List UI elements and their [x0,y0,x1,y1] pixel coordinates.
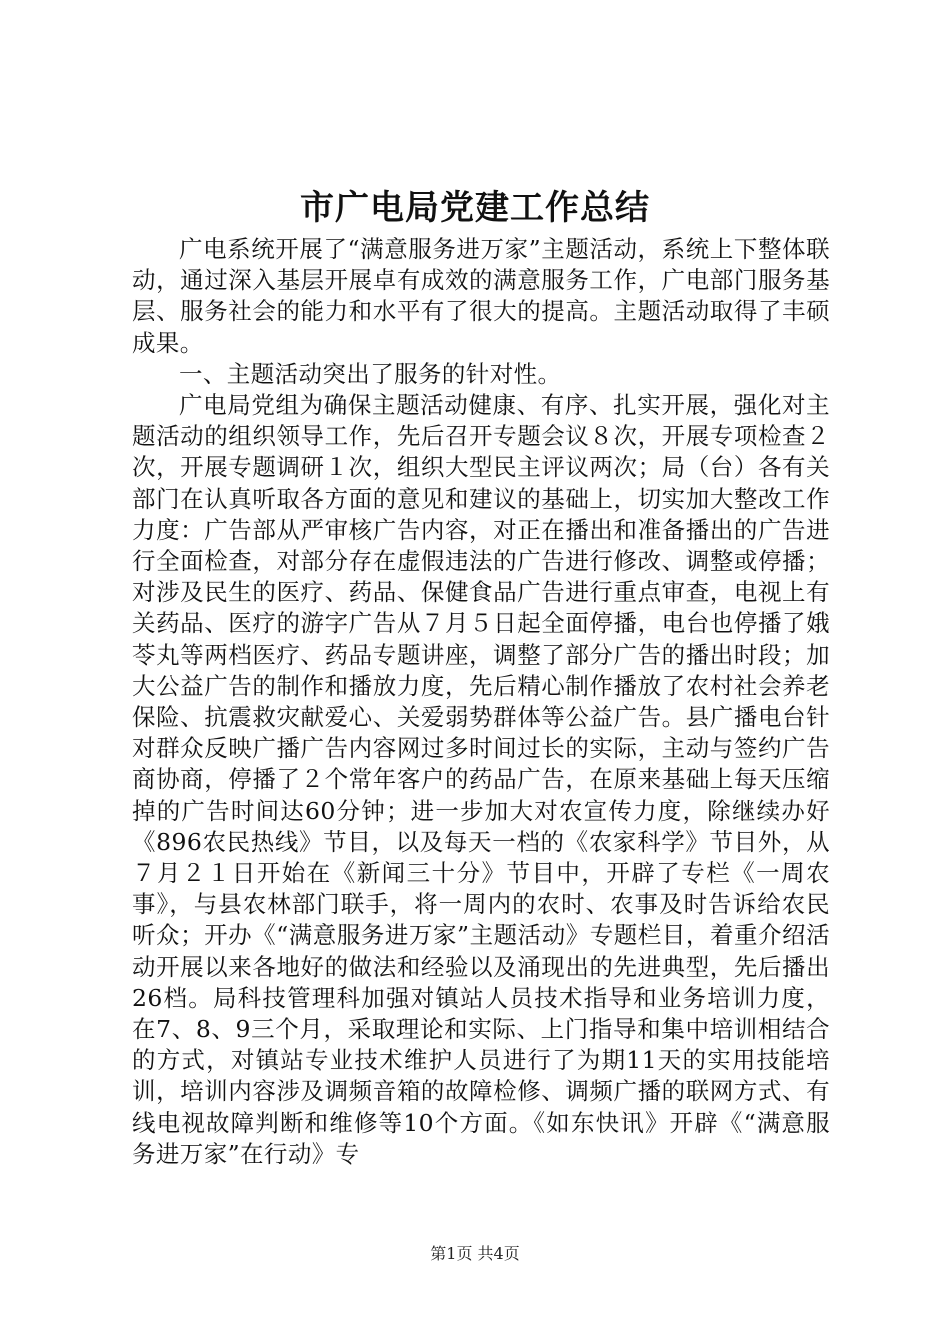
document-body [132,234,830,1170]
section-heading: 一、主题活动突出了服务的针对性。 [179,359,562,388]
document-title: 市广电局党建工作总结 [300,188,650,228]
page-footer: 第1页 共4页 [430,1244,520,1263]
paragraph-intro: 广电系统开展了“满意服务进万家”主题活动，系统上下整体联动，通过深入基层开展卓有成效的满意服务工作，广电部门服务基层、服务社会的能力和水平有了很大的提高。主题活动取得了丰硕成果。 [132,235,830,357]
paragraph-details: 广电局党组为确保主题活动健康、有序、扎实开展，强化对主题活动的组织领导工作，先后召开专题会议８次，开展专项检查２次，开展专题调研１次，组织大型民主评议两次；局（台）各有关部门在认真听取各方面的意见和建议的基础上，切实加大整改工作力度：广告部从严审核广告内容，对正在播出和准备播出的广告进行全面检查，对部分存在虚假违法的广告进行修改、调整或停播；对涉及民生的医疗、药品、保健食品广告进行重点审查，电视上有关药品、医疗的游字广告从７月５日起全面停播，电台也停播了娥苓丸等两档医疗、药品专题讲座，调整了部分广告的播出时段；加大公益广告的制作和播放力度，先后精心制作播放了农村社会养老保险、抗震救灾献爱心、关爱弱势群体等公益广告。县广播电台针对群众反映广播广告内容网过多时间过长的实际，主动与签约广告商协商，停播了２个常年客户的药品广告，在原来基础上每天压缩掉的广告时间达60分钟；进一步加大对农宣传力度，除继续办好《896农民热线》节目，以及每天一档的《农家科学》节目外，从７月２１日开始在《新闻三十分》节目中，开辟了专栏《一周农事》，与县农林部门联手，将一周内的农时、农事及时告诉给农民听众；开办《“满意服务进万家”主题活动》专题栏目，着重介绍活动开展以来各地好的做法和经验以及涌现出的先进典型，先后播出26档。局科技管理科加强对镇站人员技术指导和业务培训力度，在7、8、9三个月，采取理论和实际、上门指导和集中培训相结合的方式，对镇站专业技术维护人员进行了为期11天的实用技能培训，培训内容涉及调频音箱的故障检修、调频广播的联网方式、有线电视故障判断和维修等10个方面。《如东快讯》开辟《“满意服务进万家”在行动》专 [132,391,830,1168]
